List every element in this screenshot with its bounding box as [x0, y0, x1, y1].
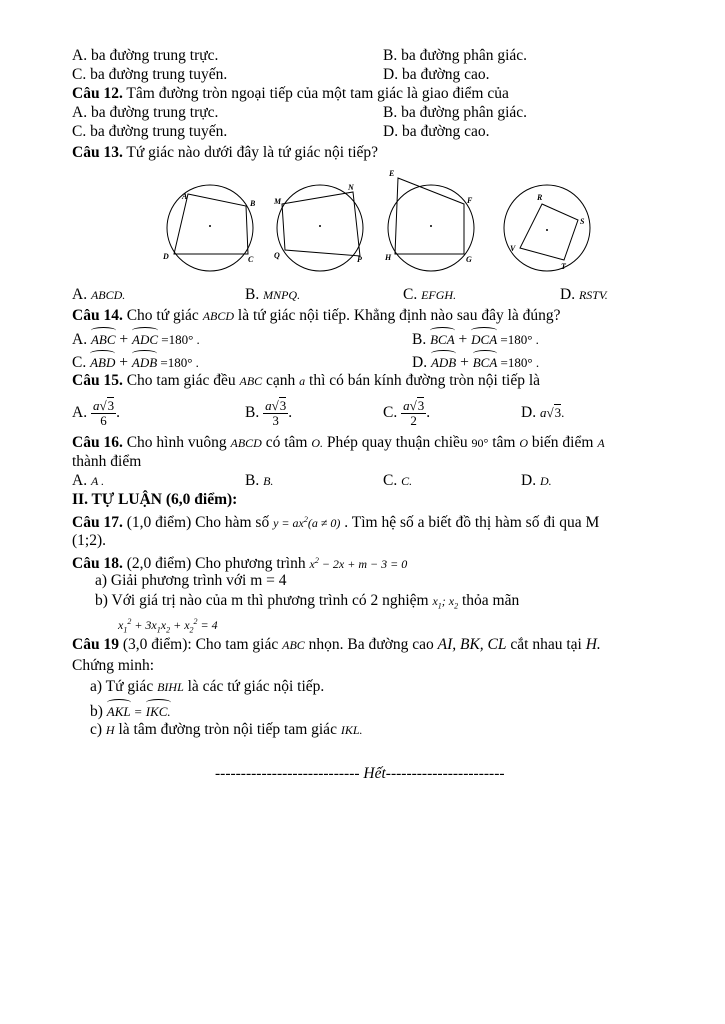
q15-d-sqrt: 3 [554, 405, 562, 420]
q14-b-key: B. [412, 331, 427, 348]
q14-d-key: D. [412, 354, 428, 371]
q11-option-a: A. ba đường trung trực. [72, 47, 219, 64]
footer-end-text: Hết [359, 765, 386, 782]
q15-b-den: 3 [272, 412, 279, 428]
q16-point: A [597, 436, 605, 450]
q15-text-pre: Cho tam giác đều [122, 372, 240, 389]
q19-orthocenter: H. [585, 636, 601, 653]
q15-c-key: C. [383, 404, 398, 421]
label-f: F [467, 196, 473, 205]
q14-d-rest: =180° . [497, 355, 540, 370]
q16-a-value: A . [90, 474, 105, 488]
q16-text-pre: Cho hình vuông [122, 434, 231, 451]
q19-b-text-pre: b) [90, 703, 107, 720]
label-m: M [274, 197, 282, 206]
q13-number: Câu 13. [72, 144, 123, 161]
q19-text-mid: nhọn. Ba đường cao [304, 636, 438, 653]
q12-option-c: C. ba đường trung tuyến. [72, 123, 228, 140]
q15-d-value: a [539, 405, 547, 420]
q15-triangle: ABC [239, 374, 263, 388]
q12-stem [72, 84, 509, 103]
q18-eq-rest: − 2x + m − 3 = 0 [318, 557, 408, 571]
q15-d-key: D. [521, 404, 537, 421]
q18-b-root2: x [448, 594, 455, 608]
q15-c-fraction: $\frac{a√3}{2}$ [403, 397, 425, 428]
footer-dashes-right: ----------------------- [385, 765, 505, 782]
label-t: T [561, 262, 566, 271]
figure-efgh [384, 169, 474, 271]
q18-eq-x: x [309, 557, 315, 571]
q15-option-b: B. $\frac{a√3}{3}$ . [245, 397, 293, 428]
q15-a-fraction: $\frac{a√3}{6}$ [92, 397, 115, 428]
q15-c-sqrt: 3 [417, 397, 425, 413]
q19-c-triangle: IKL. [340, 723, 363, 737]
q19-part-b: b) AKL = IKC. [90, 699, 171, 721]
q19-c-text-pre: c) [90, 721, 106, 738]
q14-b-rest: =180° . [497, 332, 539, 347]
q16-line2: thành điểm [72, 453, 142, 470]
q18-cond-term: + 3x [134, 618, 157, 632]
q18-part-a: a) Giải phương trình với m = 4 [95, 572, 287, 589]
q11-option-c: C. ba đường trung tuyến. [72, 66, 228, 83]
q13-d-value: RSTV. [578, 288, 608, 302]
q15-c-den: 2 [410, 412, 417, 428]
q16-c-key: C. [383, 472, 398, 489]
q16-c-value: C. [401, 474, 413, 488]
q13-a-key: A. [72, 286, 88, 303]
q16-center2: O [519, 436, 528, 450]
label-r: R [537, 193, 543, 202]
q16-text-mid3: tâm [488, 434, 520, 451]
q19-b-arc2: IKC. [146, 699, 171, 721]
q15-option-d: D. a√3. [521, 404, 565, 421]
q19-b-arc1: AKL [107, 699, 131, 721]
q17-text-post: . Tìm hệ số a biết đồ thị hàm số đi qua M [340, 514, 600, 531]
q13-option-d [560, 285, 608, 305]
q14-number: Câu 14. [72, 307, 123, 324]
q15-side: a [299, 374, 306, 388]
q15-a-num: a [92, 397, 100, 413]
q16-option-a [72, 471, 104, 491]
q12-option-d: D. ba đường cao. [383, 123, 490, 140]
q14-c-arc2: ADB [132, 350, 157, 372]
q11-option-b: B. ba đường phân giác. [383, 47, 528, 64]
q14-a-arc1: ABC [91, 327, 116, 349]
q12-text: Tâm đường tròn ngoại tiếp của một tam giác là giao điểm của [122, 85, 509, 102]
q14-b-arc2: DCA [471, 327, 497, 349]
label-h: H [385, 253, 392, 262]
q14-option-d: D. ADB + BCA =180° . [412, 350, 539, 372]
q14-a-rest: =180° . [158, 332, 200, 347]
q18-b-text-pre: b) Với giá trị nào của m thì phương trình có 2 nghiệm [95, 592, 433, 609]
q19-stem [72, 635, 601, 655]
q19-text-mid2: cắt nhau tại [506, 636, 586, 653]
q16-stem [72, 433, 605, 453]
label-s: S [580, 217, 585, 226]
q15-b-key: B. [245, 404, 260, 421]
figure-abcd [162, 185, 256, 271]
q18-part-b: b) Với giá trị nào của m thì phương trình có 2 nghiệm $x_1$; $x_2$ thỏa mãn [95, 592, 520, 611]
label-e: E [389, 169, 395, 178]
q19-a-text-post: là các tứ giác nội tiếp. [183, 678, 325, 695]
q14-a-arc2: ADC [132, 327, 158, 349]
q14-quad: ABCD [202, 309, 235, 323]
q18-text-pre: (2,0 điểm) Cho phương trình [122, 555, 310, 572]
q17-text-pre: (1,0 điểm) Cho hàm số [122, 514, 274, 531]
q15-a-den: 6 [100, 412, 107, 428]
q18-b-text-post: thỏa mãn [458, 592, 520, 609]
q13-c-key: C. [403, 286, 418, 303]
q18-condition: $x_1^2 + 3x_1x_2 + x_2^2 = 4$ [118, 617, 218, 635]
q19-number: Câu 19 [72, 636, 119, 653]
footer-dashes-left: ---------------------------- [215, 765, 360, 782]
q14-option-c: C. ABD + ADB =180° . [72, 350, 199, 372]
q14-c-arc1: ABD [90, 350, 115, 372]
q16-d-key: D. [521, 472, 537, 489]
q16-option-d [521, 471, 552, 491]
label-n: N [348, 183, 354, 192]
figure-mnpq [273, 183, 363, 271]
q15-option-a: A. $\frac{a√3}{6}$ . [72, 397, 120, 428]
q13-option-a [72, 285, 125, 305]
q16-center: O. [311, 436, 323, 450]
q13-b-key: B. [245, 286, 260, 303]
label-d: D [163, 252, 169, 261]
footer-end-marker [215, 764, 505, 783]
q15-b-sqrt: 3 [279, 397, 287, 413]
q14-stem [72, 306, 561, 326]
label-q: Q [274, 251, 280, 260]
q16-number: Câu 16. [72, 434, 123, 451]
q14-option-a: A. ABC + ADC =180° . [72, 327, 200, 349]
q16-option-c [383, 471, 412, 491]
label-b: B [250, 199, 256, 208]
q19-part-c [90, 720, 363, 740]
label-v: V [510, 244, 516, 253]
q15-b-num: a [265, 397, 272, 413]
q16-a-key: A. [72, 472, 88, 489]
q19-part-a [90, 677, 324, 697]
q16-text-mid2: Phép quay thuận chiều [323, 434, 472, 451]
q19-c-text-mid: là tâm đường tròn nội tiếp tam giác [114, 721, 341, 738]
q14-d-arc1: ADB [431, 350, 456, 372]
q16-option-b [245, 471, 273, 491]
q15-stem [72, 371, 540, 391]
q17-number: Câu 17. [72, 514, 123, 531]
q16-text-mid1: có tâm [261, 434, 312, 451]
q13-b-value: MNPQ. [263, 288, 301, 302]
q13-stem [72, 143, 378, 162]
q13-d-key: D. [560, 286, 576, 303]
q16-b-key: B. [245, 472, 260, 489]
q17-stem: Câu 17. (1,0 điểm) Cho hàm số $y = ax^2(a \ne 0)$ . Tìm hệ số a biết đồ thị hàm số đi qua M [72, 514, 600, 531]
q15-option-c: C. $\frac{a√3}{2}$ . [383, 397, 431, 428]
label-g: G [466, 255, 472, 264]
q16-b-value: B. [263, 474, 274, 488]
q11-option-d: D. ba đường cao. [383, 66, 490, 83]
q13-figures [150, 166, 600, 282]
q12-number: Câu 12. [72, 85, 123, 102]
q15-c-num: a [403, 397, 410, 413]
q13-option-b [245, 285, 300, 305]
q16-d-value: D. [539, 474, 552, 488]
q12-option-a: A. ba đường trung trực. [72, 104, 219, 121]
q18-b-root1: x [432, 594, 438, 608]
q19-text-pre: (3,0 điểm): Cho tam giác [118, 636, 283, 653]
q19-triangle: ABC [282, 638, 305, 652]
label-c: C [248, 255, 254, 264]
q15-b-fraction: $\frac{a√3}{3}$ [265, 397, 287, 428]
q15-a-sqrt: 3 [107, 397, 115, 413]
q12-option-b: B. ba đường phân giác. [383, 104, 528, 121]
q14-option-b: B. BCA + DCA =180° . [412, 327, 539, 349]
q15-text-mid: cạnh [262, 372, 300, 389]
figure-rstv [504, 185, 590, 271]
q14-text-pre: Cho tứ giác [122, 307, 203, 324]
q15-a-key: A. [72, 404, 88, 421]
q19-line2: Chứng minh: [72, 657, 155, 674]
q17-line2: (1;2). [72, 532, 107, 549]
label-p: P [357, 255, 362, 264]
q19-altitudes: AI, BK, CL [437, 636, 507, 653]
q14-a-key: A. [72, 331, 88, 348]
q14-c-key: C. [72, 354, 87, 371]
q19-c-h: H [105, 723, 115, 737]
q13-option-c [403, 285, 456, 305]
q16-square: ABCD [230, 436, 262, 450]
q14-b-arc1: BCA [430, 327, 455, 349]
q18-stem: Câu 18. (2,0 điểm) Cho phương trình $x^2 - 2x + m - 3 = 0$ [72, 555, 408, 572]
q17-function: y = ax [273, 516, 304, 530]
q13-text: Tứ giác nào dưới đây là tứ giác nội tiếp? [122, 144, 379, 161]
q19-a-text-pre: a) Tứ giác [90, 678, 158, 695]
q15-text-post: thì có bán kính đường tròn nội tiếp là [305, 372, 541, 389]
q16-text-mid4: biến điểm [528, 434, 598, 451]
label-a: A [182, 192, 188, 201]
part2-title: II. TỰ LUẬN (6,0 điểm): [72, 491, 238, 508]
q18-number: Câu 18. [72, 555, 123, 572]
q13-c-value: EFGH. [421, 288, 457, 302]
q16-angle: 90° [471, 436, 489, 450]
q15-number: Câu 15. [72, 372, 123, 389]
q19-a-quad: BIHL [157, 680, 184, 694]
q14-text-post: là tứ giác nội tiếp. Khẳng định nào sau đây là đúng? [234, 307, 561, 324]
q17-condition: (a ≠ 0) [307, 516, 341, 530]
q13-a-value: ABCD. [90, 288, 126, 302]
q14-c-rest: =180° . [157, 355, 199, 370]
q14-d-arc2: BCA [473, 350, 498, 372]
